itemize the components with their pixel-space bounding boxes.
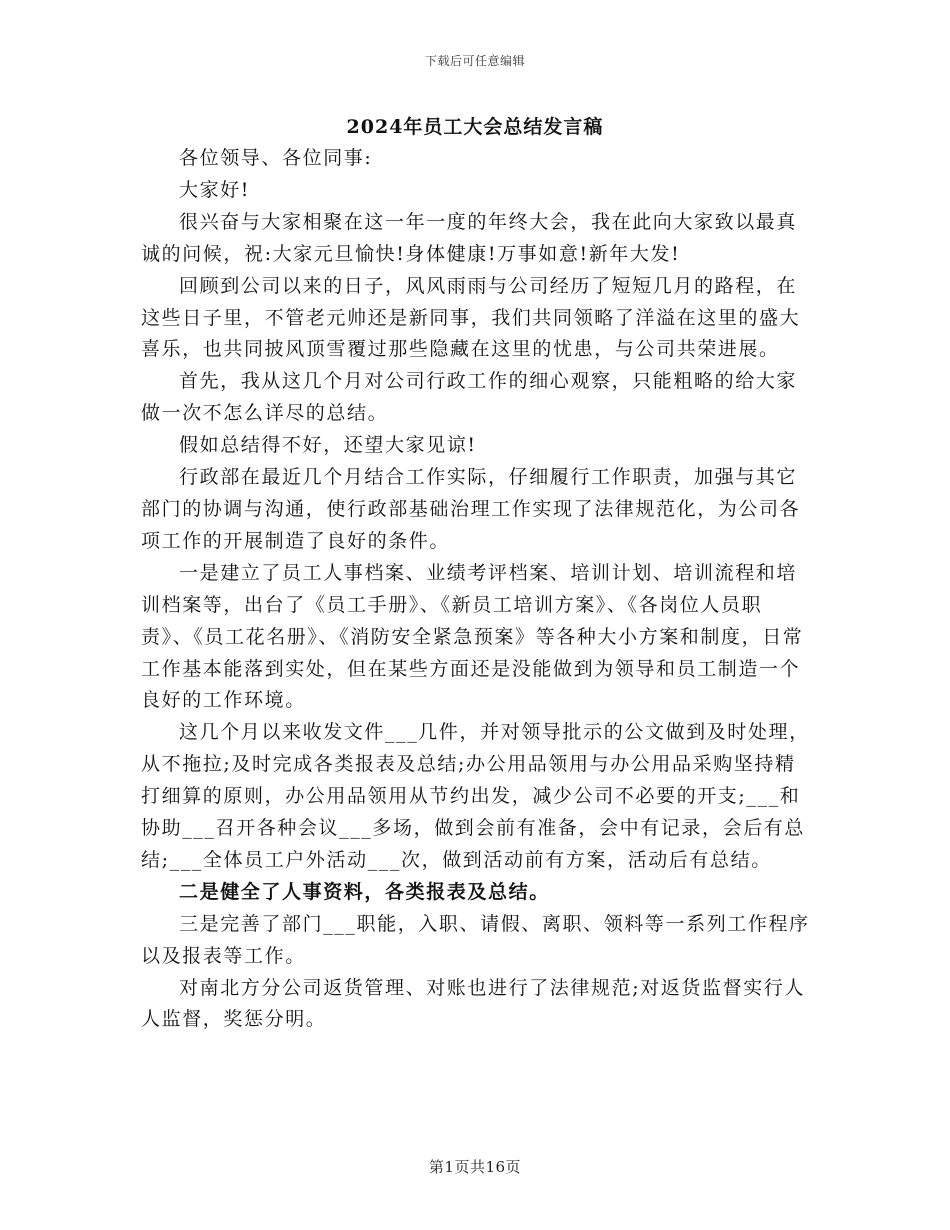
salutation-paragraph: 各位领导、各位同事: bbox=[179, 147, 373, 169]
document-body bbox=[141, 143, 811, 1036]
greeting-paragraph: 大家好! bbox=[179, 178, 251, 201]
body-paragraph: 回顾到公司以来的日子，风风雨雨与公司经历了短短几月的路程，在这些日子里，不管老元帅还是新同事，我们共同领略了洋溢在这里的盛大喜乐，也共同披风顶雪覆过那些隐藏在这里的忧患，与公司共荣进展。 bbox=[141, 274, 801, 361]
body-paragraph: 这几个月以来收发文件___几件，并对领导批示的公文做到及时处理，从不拖拉;及时完成各类报表及总结;办公用品领用与办公用品采购坚持精打细算的原则，办公用品领用从节约出发，减少公司不必要的开支;___和协助___召开各种会议___多场，做到会前有准备，会中有记录，会后有总结;___全体员工户外活动___次，做到活动前有方案，活动后有总结。 bbox=[141, 721, 810, 871]
body-paragraph: 对南北方分公司返货管理、对账也进行了法律规范;对返货监督实行人人监督，奖惩分明。 bbox=[141, 976, 806, 1031]
body-paragraph: 行政部在最近几个月结合工作实际，仔细履行工作职责，加强与其它部门的协调与沟通，使行政部基础治理工作实现了法律规范化，为公司各项工作的开展制造了良好的条件。 bbox=[141, 466, 801, 552]
body-paragraph: 一是建立了员工人事档案、业绩考评档案、培训计划、培训流程和培训档案等，出台了《员工手册》、《新员工培训方案》、《各岗位人员职责》、《员工花名册》、《消防安全紧急预案》等各种大小方案和制度，日常工作基本能落到实处，但在某些方面还是没能做到为领导和员工制造一个良好的工作环境。 bbox=[141, 561, 804, 712]
body-paragraph: 首先，我从这几个月对公司行政工作的细心观察，只能粗略的给大家做一次不怎么详尽的总结。 bbox=[141, 370, 798, 425]
body-paragraph: 三是完善了部门___职能，入职、请假、离职、领料等一系列工作程序以及报表等工作。 bbox=[141, 912, 810, 967]
page-number: 第1页共16页 bbox=[428, 1158, 522, 1176]
page-header-note: 下载后可任意编辑 bbox=[424, 54, 525, 68]
body-paragraph: 很兴奋与大家相聚在这一年一度的年终大会，我在此向大家致以最真诚的问候，祝:大家元旦愉快!身体健康!万事如意!新年大发! bbox=[141, 210, 798, 265]
document-title: 2024年员工大会总结发言稿 bbox=[346, 116, 604, 138]
body-paragraph: 假如总结得不好，还望大家见谅! bbox=[179, 434, 477, 457]
bold-heading-paragraph: 二是健全了人事资料，各类报表及总结。 bbox=[179, 880, 550, 903]
